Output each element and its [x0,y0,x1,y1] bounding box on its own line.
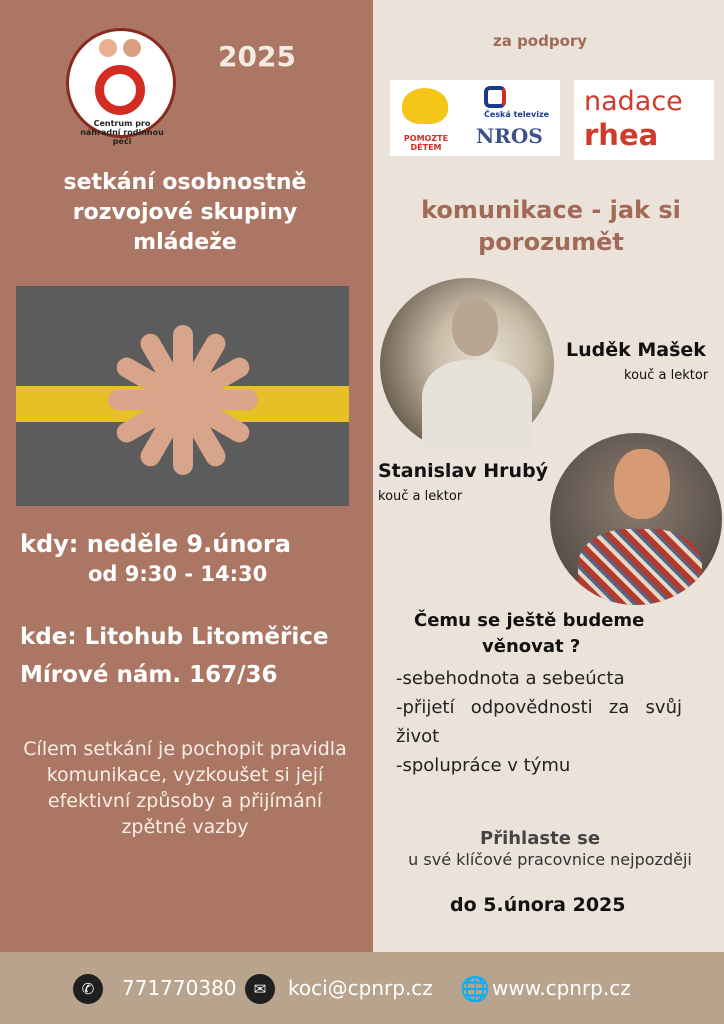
rhea-line2: rhea [584,118,659,152]
child-face-icon [99,39,117,57]
website-link[interactable]: www.cpnrp.cz [492,976,631,1000]
ct-nros-logo [462,80,560,156]
register-deadline: do 5.února 2025 [450,894,626,916]
speaker2-role: kouč a lektor [378,489,463,504]
pomozte-detem-logo [390,80,462,156]
hands-together-photo [16,286,349,506]
event-venue: kde: Litohub Litoměřice [20,624,329,650]
event-time: od 9:30 - 14:30 [88,562,268,586]
speaker1-name: Luděk Mašek [566,339,706,361]
topics-list [396,664,682,780]
event-title: setkání osobnostně rozvojové skupiny mládeže [63,170,307,255]
speaker2-name: Stanislav Hrubý [378,460,549,482]
chick-icon [402,88,448,124]
globe-icon: 🌐 [460,975,490,1003]
register-text: u své klíčové pracovnice nejpozději [408,850,692,869]
email-link[interactable]: koci@cpnrp.cz [288,976,433,1000]
topic-item: -přijetí odpovědnosti za svůj život [396,697,682,747]
ct-icon [484,86,506,108]
speaker2-body [578,529,702,605]
topic-item: -spolupráce v týmu [396,755,571,776]
lifebuoy-icon [95,65,145,115]
question-line2: věnovat ? [482,636,581,657]
event-description: Cílem setkání je pochopit pravidla komunikace, vyzkoušet si její efektivní způsoby a přijímání zpětné vazby [23,738,347,838]
question-line1: Čemu se ještě budeme [414,610,645,631]
phone-icon: ✆ [73,974,103,1004]
nadace-rhea-logo [574,80,714,160]
topic-title: komunikace - jak si porozumět [421,196,681,256]
rhea-line1: nadace [584,86,683,117]
ct-label: Česká televize [484,110,550,119]
support-label: za podpory [493,32,588,50]
event-date: kdy: neděle 9.února [20,530,291,558]
speaker2-photo [550,433,722,605]
speaker1-role: kouč a lektor [624,368,709,383]
mail-icon: ✉ [245,974,275,1004]
pomozte-label: POMOZTE DĚTEM [403,134,449,152]
topic-item: -sebehodnota a sebeúcta [396,668,625,689]
organization-logo [66,28,176,146]
adult-face-icon [123,39,141,57]
logo-text: Centrum pro náhradní rodinnou péči [80,119,164,146]
phone-number[interactable]: 771770380 [122,976,237,1000]
speaker2-head [614,449,670,519]
year-label: 2025 [218,40,296,73]
speaker1-body [422,360,532,452]
nros-label: NROS [476,124,543,148]
speaker1-photo [380,278,554,452]
register-title: Přihlaste se [480,828,601,849]
speaker1-head [452,298,498,356]
event-address: Mírové nám. 167/36 [20,662,278,688]
